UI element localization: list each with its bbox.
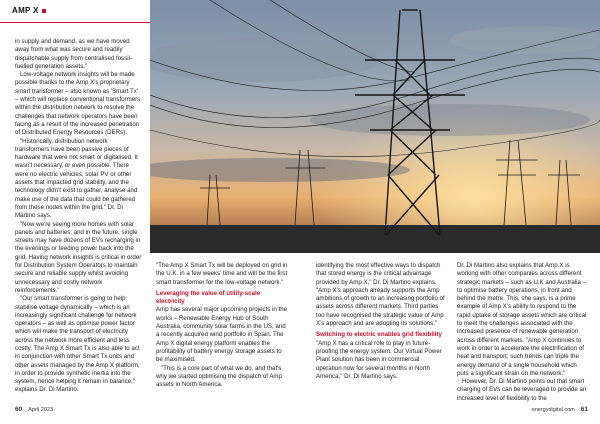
footer-left	[15, 406, 53, 413]
column-2	[156, 262, 288, 389]
footer-right	[532, 406, 588, 413]
paragraph: "Amp X has a critical role to play in future-proofing the energy system. Our Virtual Power Plant solution has been in commercial operation now for several months in North America," Dr. Di Martino says.	[316, 339, 442, 380]
column-4	[457, 262, 589, 403]
brand-left-text: AMP X	[12, 6, 39, 15]
paragraph: "This is a core part of what we do, and that's why we started optimising the dispatch of Amp assets in North America,	[156, 364, 282, 389]
paragraph: identifying the most effective ways to dispatch that stored energy is the critical advantage provided by Amp X," Dr. Di Martino explains. "Amp X's approach already supports the Amp ambitions of growth to an increasing portfolio of assets across different markets. Third parties too have recognised the strategic value of Amp X's approach and are adopting its solutions."	[316, 262, 445, 328]
paragraph: "Now we're seeing more homes with solar panels and batteries, and in the future, single streets may have dozens of EVs recharging in the evenings or feeding power back into the grid. Having network insights is critical in order for Distribution System Operators to maintain secure and reliable supply whilst avoiding unnecessary and costly network reinforcements."	[15, 220, 142, 294]
section-heading: Leveraging the value of utility-scale electricity	[156, 289, 261, 306]
site-url: energydigital.com	[531, 407, 575, 413]
paragraph: However, Dr. Di Martino points out that smart charging of EVs can be leveraged to provide an increased level of flexibility to the	[457, 378, 587, 402]
paragraph: "Our smart transformer is going to help stabilise voltage dynamically – which is an increasingly significant challenge for network operators – as well as optimise power factor which will make the transport of electricity across the network more efficient and less costly. The Amp X Smart Tx is also able to act in conjunction with other Smart Tx units and other assets managed by the Amp X platform, in order to provide synthetic inertia into the system, hence helping it remain in balance," explains Dr. Di Martino.	[15, 295, 140, 394]
paragraph: Dr. Di Martino also explains that Amp X is working with other companies across different strategic markets – such as U.K and Australia – to optimise battery operations, in front and behind the metre. This, she says, is a prime example of Amp X's ability to respond to the rapid uptake of storage assets which are critical to meet the challenges associated with the increased presence of renewable generation across different markets. "Amp X continues to work in order to accelerate the electrification of heat and transport; such trends can triple the energy demand of a single household which puts a significant strain on the network."	[457, 262, 587, 377]
section-heading: Switching to electric enables grid flexibility	[316, 331, 442, 339]
paragraph: Amp has several major upcoming projects in the works – Renewable Energy Hub of South Australia, community solar farms in the US, and a recently acquired wind portfolio in Spain. The Amp X digital energy platform enables the profitability of battery energy storage assets to be maximised.	[156, 306, 288, 364]
column-3	[316, 262, 446, 381]
issue-date: April 2023	[28, 407, 54, 413]
paragraph: Low-voltage network insights will be made possible thanks to the Amp X's proprietary smart transformer – also known as 'Smart Tx' – which will replace conventional transformers within the distribution network to resolve the challenges that network operators have been facing as a result of the increased penetration of Distributed Energy Resources (DERs).	[15, 71, 141, 137]
column-1	[15, 38, 143, 395]
paragraph: "The Amp X Smart Tx will be deployed on grid in the U.K. in a few weeks' time and will be the first smart transformer for the low-voltage network."	[156, 262, 288, 286]
page-number-left: 60	[15, 406, 23, 413]
brand-square-icon	[42, 9, 46, 13]
paragraph: in supply and demand, as we have moved away from what was secure and readily dispatchable supply from centralised fossil-fuelled generation assets."	[15, 38, 133, 70]
brand-left	[12, 6, 46, 15]
paragraph: "Historically, distribution network transformers have been passive pieces of hardware that were not smart or digitalised. It wasn't necessary, or even possible. There were no electric vehicles, solar PV or other assets that impacted grid stability, and the technology didn't exist to gather, analyse and make use of the data that could be gathered from these nodes within the grid," Dr. Di Martino says.	[15, 137, 138, 220]
page-number-right: 61	[580, 406, 588, 413]
pylons-sunset-photo	[150, 0, 600, 253]
